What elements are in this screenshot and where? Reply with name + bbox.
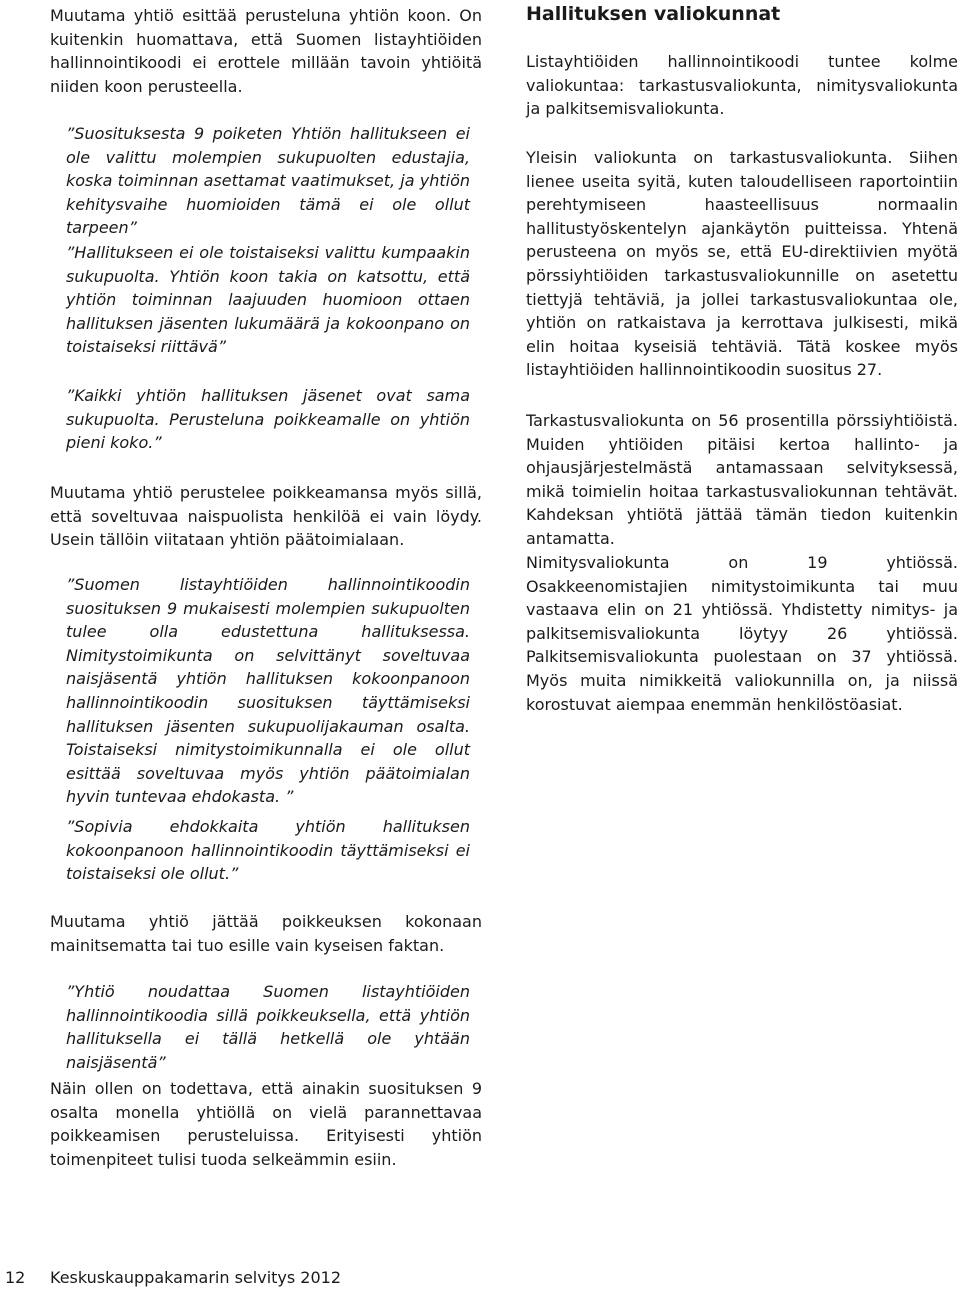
body-paragraph: Muutama yhtiö perustelee poikkeamansa myös sillä, että soveltuvaa naispuolista henkilöä ei vain löydy. Usein tällöin viitataan yhtiön päätoimialaan. xyxy=(50,483,482,550)
quote: ”Suosituksesta 9 poiketen Yhtiön hallitukseen ei ole valittu molempien sukupuolten edustajia, koska toiminnan asettamat vaatimukset, ja yhtiön kehitysvaihe huomioiden tämä ei ole ollut tarpeen” xyxy=(66,124,470,238)
quote: ”Hallitukseen ei ole toistaiseksi valittu kumpaakin sukupuolta. Yhtiön koon takia on katsottu, että yhtiön toiminnan laajuuden huomioon ottaen hallituksen jäsenten lukumäärä ja kokoonpano on toistaiseksi riittävä” xyxy=(66,243,470,357)
body-paragraph: Listayhtiöiden hallinnointikoodi tuntee kolme valiokuntaa: tarkastusvaliokunta, nimitysvaliokunta ja palkitsemisvaliokunta. xyxy=(526,52,958,119)
quote: ”Sopivia ehdokkaita yhtiön hallituksen kokoonpanoon hallinnointikoodin täyttämiseksi ei toistaiseksi ole ollut.” xyxy=(66,817,470,884)
section-heading: Hallituksen valiokunnat xyxy=(526,3,781,25)
body-paragraph: Muutama yhtiö esittää perusteluna yhtiön koon. On kuitenkin huomattava, että Suomen listayhtiöiden hallinnointikoodi ei erottele millään tavoin yhtiöitä niiden koon perusteella. xyxy=(50,6,482,96)
quote: ”Yhtiö noudattaa Suomen listayhtiöiden hallinnointikoodia sillä poikkeuksella, että yhtiön hallituksella ei tällä hetkellä ole yhtään naisjäsentä” xyxy=(66,982,470,1072)
body-paragraph: Muutama yhtiö jättää poikkeuksen kokonaan mainitsematta tai tuo esille vain kyseisen faktan. xyxy=(50,912,482,955)
quote: ”Suomen listayhtiöiden hallinnointikoodin suosituksen 9 mukaisesti molempien sukupuolten tulee olla edustettuna hallituksessa. Nimitystoimikunta on selvittänyt soveltuvaa naisjäsentä yhtiön hallituksen kokoonpanoon hallinnointikoodin suosituksen täyttämiseksi hallituksen jäsenten sukupuolijakauman osalta. Toistaiseksi nimitystoimikunnalla ei ole ollut esittää soveltuvaa myös yhtiön päätoimialan hyvin tuntevaa ehdokasta. ” xyxy=(66,575,470,807)
body-paragraph: Nimitysvaliokunta on 19 yhtiössä. Osakkeenomistajien nimitystoimikunta tai muu vastaava elin on 21 yhtiössä. Yhdistetty nimitys- ja palkitsemisvaliokunta löytyy 26 yhtiössä. Palkitsemisvaliokunta puolestaan on 37 yhtiössä. Myös muita nimikkeitä valiokunnilla on, ja niissä korostuvat aiempaa enemmän henkilöstöasiat. xyxy=(526,553,958,714)
body-paragraph: Tarkastusvaliokunta on 56 prosentilla pörssiyhtiöistä. Muiden yhtiöiden pitäisi kertoa hallinto- ja ohjausjärjestelmästä antamassaan selvityksessä, mikä toimielin hoitaa tarkastusvaliokunnan tehtävät. Kahdeksan yhtiötä jättää tämän tiedon kuitenkin antamatta. xyxy=(526,411,958,548)
page-number: 12 xyxy=(5,1268,26,1287)
quote: ”Kaikki yhtiön hallituksen jäsenet ovat sama sukupuolta. Perusteluna poikkeamalle on yhtiön pieni koko.” xyxy=(66,386,470,453)
body-paragraph: Yleisin valiokunta on tarkastusvaliokunta. Siihen lienee useita syitä, kuten taloudelliseen raportointiin perehtymiseen haasteellisuus normaalin hallitustyöskentelyn ajankäytön puitteissa. Yhtenä perusteena on myös se, että EU-direktiivien myötä pörssiyhtiöiden tarkastusvaliokunnille on asetettu tiettyjä tehtäviä, ja jollei tarkastusvaliokuntaa ole, yhtiön on ratkaistava ja kerrottava julkisesti, mikä elin hoitaa kyseisiä tehtäviä. Tätä koskee myös listayhtiöiden hallinnointikoodin suositus 27. xyxy=(526,148,958,380)
body-paragraph: Näin ollen on todettava, että ainakin suosituksen 9 osalta monella yhtiöllä on vielä parannettavaa poikkeamisen perusteluissa. Erityisesti yhtiön toimenpiteet tulisi tuoda selkeämmin esiin. xyxy=(50,1079,482,1169)
publication-title: Keskuskauppakamarin selvitys 2012 xyxy=(50,1268,342,1287)
